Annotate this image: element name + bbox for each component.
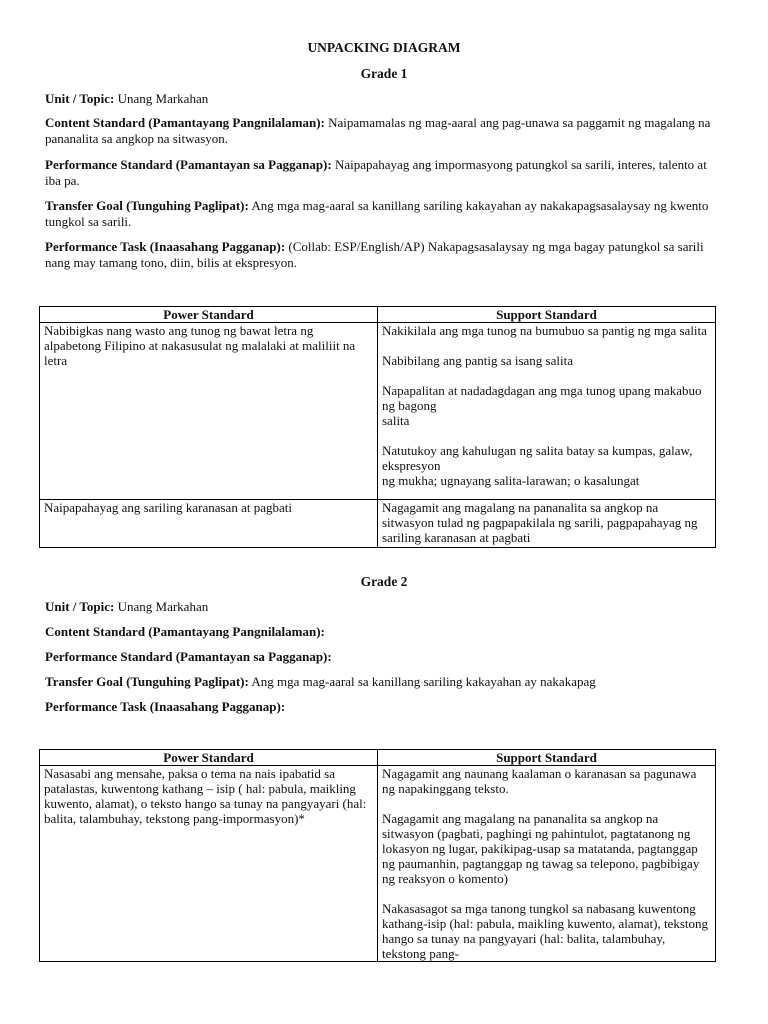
power-standard-header: Power Standard (40, 307, 378, 323)
grade2-transfer-goal (45, 674, 725, 690)
table-row (40, 500, 716, 548)
grade1-standards-table (39, 306, 716, 548)
support-item: Nagagamit ang magalang na pananalita sa angkop na sitwasyon (pagbati, paghingi ng pahintulot, pagtatanong ng lokasyon ng lugar, pakikipag-usap sa matatanda, pagtanggap ng paumanhin, pagtanggap ng tawag sa telepono, pagbibigay ng reaksyon o komento) (382, 811, 700, 886)
support-standard-cell: Nagagamit ang magalang na pananalita sa angkop na sitwasyon tulad ng pagpapakilala ng sarili, pagpapahayag ng sariling karanasan at pagbati (378, 500, 716, 548)
grade1-heading: Grade 1 (360, 66, 408, 81)
grade2-unit (45, 599, 725, 615)
support-item: Nabibilang ang pantig sa isang salita (382, 353, 573, 368)
grade1-task-label: Performance Task (Inaasahang Pagganap): (45, 239, 286, 254)
grade2-heading: Grade 2 (360, 574, 408, 589)
grade2-transfer-value: Ang mga mag-aaral sa kanillang sariling kakayahan ay nakakapag (251, 674, 596, 689)
table-header-row (40, 307, 716, 323)
support-item: Napapalitan at nadadagdagan ang mga tunog upang makabuo ng bagong (382, 383, 702, 413)
grade1-transfer-goal (45, 198, 725, 230)
support-item: Nagagamit ang naunang kaalaman o karanasan sa pagunawa ng napakinggang teksto. (382, 766, 697, 796)
grade2-content-standard (45, 624, 725, 640)
grade2-unit-label: Unit / Topic: (45, 599, 115, 614)
grade1-unit (45, 91, 725, 107)
grade1-performance-task (45, 239, 725, 271)
grade1-performance-standard (45, 157, 725, 189)
grade1-unit-value: Unang Markahan (117, 91, 209, 106)
grade2-standards-table (39, 749, 716, 962)
support-standard-cell (378, 766, 716, 962)
grade1-content-value: Naipamamalas ng mag-aaral ang pag-unawa sa paggamit ng magalang na pananalita sa angkop na sitwasyon. (45, 115, 711, 146)
grade1-performance-label: Performance Standard (Pamantayan sa Pagganap): (45, 157, 332, 172)
support-standard-cell (378, 323, 716, 500)
power-standard-cell: Naipapahayag ang sariling karanasan at pagbati (40, 500, 378, 548)
table-row (40, 323, 716, 500)
grade1-transfer-value: Ang mga mag-aaral sa kanillang sariling kakayahan ay nakakapagsasalaysay ng kwento tungkol sa sarili. (45, 198, 709, 229)
support-standard-header: Support Standard (378, 307, 716, 323)
support-standard-header: Support Standard (378, 750, 716, 766)
table-row (40, 766, 716, 962)
power-standard-cell: Nasasabi ang mensahe, paksa o tema na nais ipabatid sa patalastas, kuwentong kathang – isip ( hal: pabula, maikling kuwento, alamat), o teksto hango sa tunay na pangyayari (hal: balita, talambuhay, tekstong pang-impormasyon)* (40, 766, 378, 962)
grade2-performance-standard (45, 649, 725, 665)
table-header-row (40, 750, 716, 766)
document-title: UNPACKING DIAGRAM (307, 40, 461, 55)
grade2-unit-value: Unang Markahan (117, 599, 209, 614)
grade1-content-label: Content Standard (Pamantayang Pangnilalaman): (45, 115, 325, 130)
grade1-unit-label: Unit / Topic: (45, 91, 115, 106)
grade2-performance-task (45, 699, 725, 715)
grade1-content-standard (45, 115, 725, 147)
support-item: Nakikilala ang mga tunog na bumubuo sa pantig ng mga salita (382, 323, 707, 338)
grade1-transfer-label: Transfer Goal (Tunguhing Paglipat): (45, 198, 249, 213)
grade2-performance-label: Performance Standard (Pamantayan sa Pagganap): (45, 649, 332, 664)
grade1-task-value: (Collab: ESP/English/AP) Nakapagsasalaysay ng mga bagay patungkol sa sarili nang may tamang tono, diin, bilis at ekspresyon. (45, 239, 704, 270)
support-item: Nakasasagot sa mga tanong tungkol sa nabasang kuwentong kathang-isip (hal: pabula, maikling kuwento, alamat), tekstong hango sa tunay na pangyayari (hal: balita, talambuhay, tekstong pang- (382, 901, 709, 961)
support-item-continued: ng mukha; ugnayang salita-larawan; o kasalungat (382, 473, 640, 488)
power-standard-header: Power Standard (40, 750, 378, 766)
support-item: Natutukoy ang kahulugan ng salita batay sa kumpas, galaw, ekspresyon (382, 443, 693, 473)
grade2-task-label: Performance Task (Inaasahang Pagganap): (45, 699, 286, 714)
support-item-continued: salita (382, 413, 410, 428)
power-standard-cell: Nabibigkas nang wasto ang tunog ng bawat letra ng alpabetong Filipino at nakasusulat ng malalaki at maliliit na letra (40, 323, 378, 500)
grade1-performance-value: Naipapahayag ang impormasyong patungkol sa sarili, interes, talento at iba pa. (45, 157, 707, 188)
grade2-content-label: Content Standard (Pamantayang Pangnilalaman): (45, 624, 325, 639)
grade2-transfer-label: Transfer Goal (Tunguhing Paglipat): (45, 674, 249, 689)
